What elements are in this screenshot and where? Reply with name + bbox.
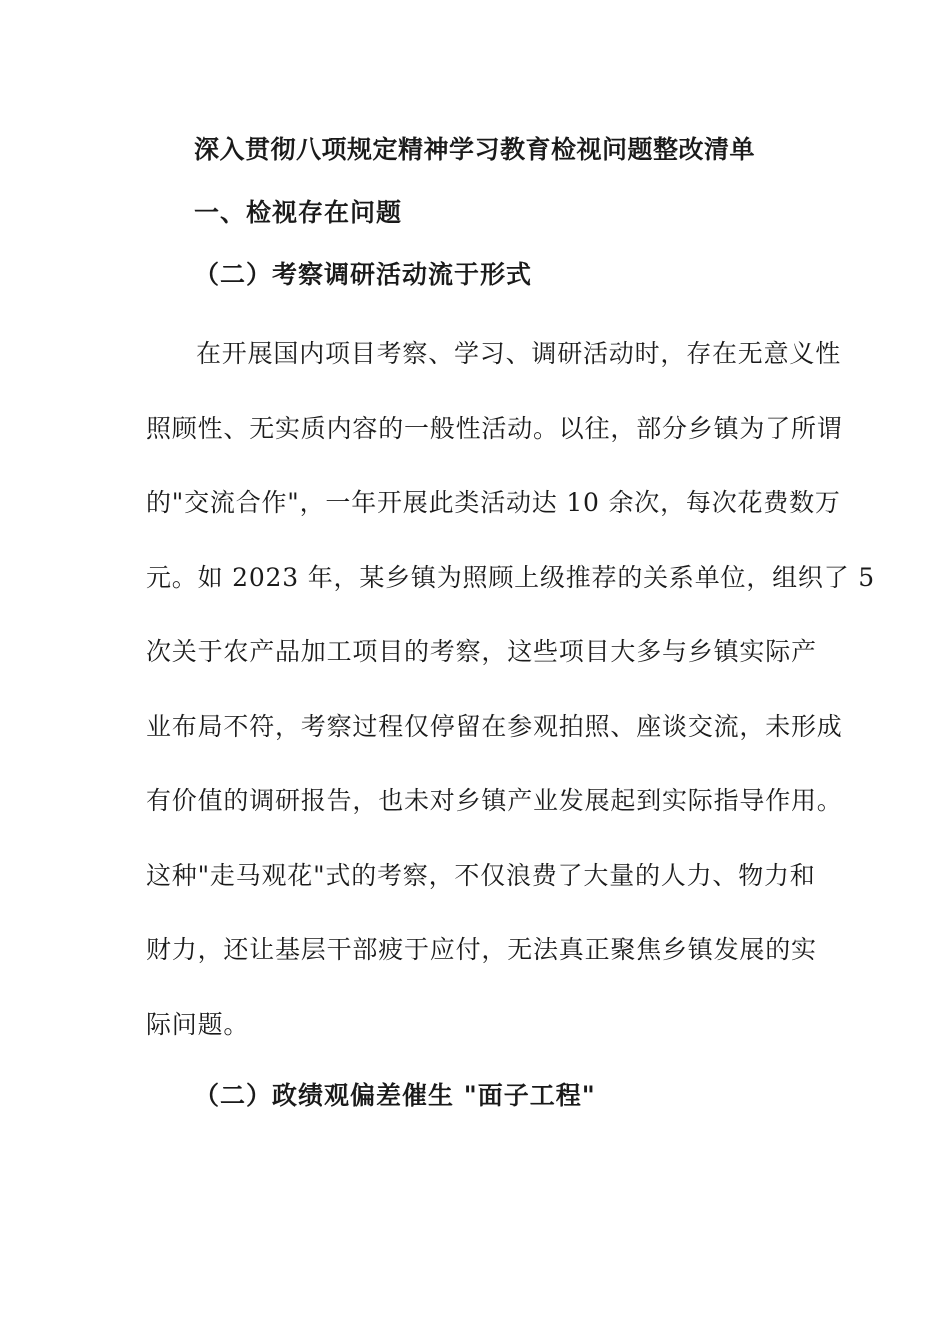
paragraph-line: 业布局不符，考察过程仅停留在参观拍照、座谈交流，未形成 [146,711,843,741]
section-heading: 一、检视存在问题 [194,198,403,227]
paragraph-line: 的"交流合作"，一年开展此类活动达 10 余次，每次花费数万 [146,488,841,517]
paragraph-line: 在开展国内项目考察、学习、调研活动时，存在无意义性 [196,339,842,368]
paragraph-line: 元。如 2023 年，某乡镇为照顾上级推荐的关系单位，组织了 5 [146,562,875,592]
paragraph-line: 照顾性、无实质内容的一般性活动。以往，部分乡镇为了所谓 [146,413,843,443]
subsection-heading: （二）考察调研活动流于形式 [194,260,533,289]
paragraph-line: 财力，还让基层干部疲于应付，无法真正聚焦乡镇发展的实 [146,935,817,964]
paragraph-line: 有价值的调研报告，也未对乡镇产业发展起到实际指导作用。 [146,786,843,815]
paragraph-line: 际问题。 [146,1009,250,1039]
document-title: 深入贯彻八项规定精神学习教育检视问题整改清单 [194,135,756,164]
paragraph-line: 次关于农产品加工项目的考察，这些项目大多与乡镇实际产 [146,637,817,666]
subsection-heading: （二）政绩观偏差催生 "面子工程" [194,1081,596,1110]
paragraph-line: 这种"走马观花"式的考察，不仅浪费了大量的人力、物力和 [146,860,816,890]
subsection-body [146,317,875,1062]
